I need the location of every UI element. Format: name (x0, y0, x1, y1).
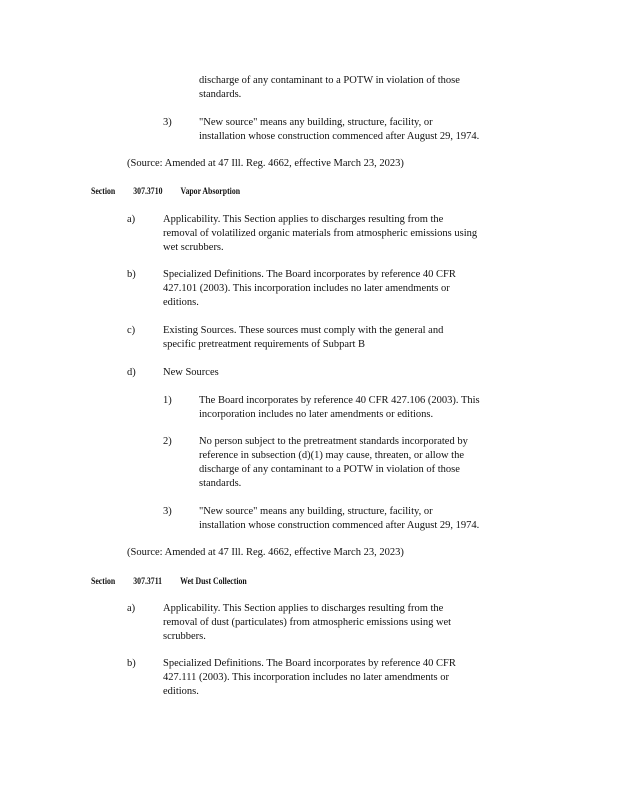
text-line: removal of dust (particulates) from atmospheric emissions using wet (163, 617, 452, 628)
subsection-d2-text (199, 435, 507, 491)
text-line: 427.111 (2003). This incorporation includes no later amendments or (163, 672, 449, 683)
item-label: 3) (163, 506, 172, 517)
subsection-a-text (163, 602, 493, 644)
subsection-d1-text (199, 394, 523, 422)
text-line: "New source" means any building, structure, facility, or (199, 506, 433, 517)
item-label: 1) (163, 395, 172, 406)
subsection-d3-text (199, 505, 515, 533)
text-line: No person subject to the pretreatment standards incorporated by (199, 436, 468, 447)
text-line: specific pretreatment requirements of Subpart B (163, 339, 366, 350)
item-label: b) (127, 658, 136, 669)
text-line: standards. (199, 478, 242, 489)
subsection-b-text (163, 657, 497, 699)
item-label: c) (127, 325, 136, 336)
section-number: 307.3710 (133, 187, 163, 197)
top-item-2-continuation (199, 74, 495, 102)
section-word: Section (91, 187, 116, 197)
text-line: removal of volatilized organic materials from atmospheric emissions using (163, 228, 478, 239)
text-line: "New source" means any building, structure, facility, or (199, 117, 433, 128)
text-line: Specialized Definitions. The Board incorporates by reference 40 CFR (163, 269, 456, 280)
text-line: Applicability. This Section applies to discharges resulting from the (163, 214, 444, 225)
item-label: a) (127, 603, 136, 614)
text-line: The Board incorporates by reference 40 CFR 427.106 (2003). This (199, 395, 480, 406)
source-note: (Source: Amended at 47 Ill. Reg. 4662, effective March 23, 2023) (127, 158, 404, 169)
text-line: Existing Sources. These sources must comply with the general and (163, 325, 444, 336)
subsection-a-text (163, 213, 523, 255)
text-line: wet scrubbers. (163, 242, 224, 253)
text-line: New Sources (163, 367, 219, 378)
text-line: reference in subsection (d)(1) may cause, threaten, or allow the (199, 450, 465, 461)
top-item-3-text (199, 116, 515, 144)
section-word: Section (91, 577, 116, 587)
text-line: editions. (163, 686, 199, 697)
section-title: Vapor Absorption (180, 187, 241, 197)
subsection-c-text (163, 324, 489, 352)
item-label: b) (127, 269, 136, 280)
text-line: Applicability. This Section applies to discharges resulting from the (163, 603, 444, 614)
text-line: installation whose construction commenced after August 29, 1974. (199, 520, 480, 531)
text-line: incorporation includes no later amendments or editions. (199, 409, 434, 420)
section-title: Wet Dust Collection (180, 577, 247, 587)
item-label: a) (127, 214, 136, 225)
text-line: Specialized Definitions. The Board incorporates by reference 40 CFR (163, 658, 456, 669)
text-line: scrubbers. (163, 631, 206, 642)
source-note: (Source: Amended at 47 Ill. Reg. 4662, effective March 23, 2023) (127, 547, 404, 558)
text-line: standards. (199, 89, 242, 100)
subsection-b-text (163, 268, 497, 310)
text-line: discharge of any contaminant to a POTW in violation of those (199, 464, 460, 475)
section-heading (91, 185, 258, 199)
text-line: 427.101 (2003). This incorporation includes no later amendments or (163, 283, 450, 294)
section-number: 307.3711 (133, 577, 163, 587)
item-label: 3) (163, 117, 172, 128)
subsection-d-text (163, 366, 363, 380)
item-label: 2) (163, 436, 172, 447)
text-line: installation whose construction commenced after August 29, 1974. (199, 131, 480, 142)
text-line: discharge of any contaminant to a POTW in violation of those (199, 75, 460, 86)
text-line: editions. (163, 297, 199, 308)
item-label: d) (127, 367, 136, 378)
section-heading (91, 575, 265, 589)
